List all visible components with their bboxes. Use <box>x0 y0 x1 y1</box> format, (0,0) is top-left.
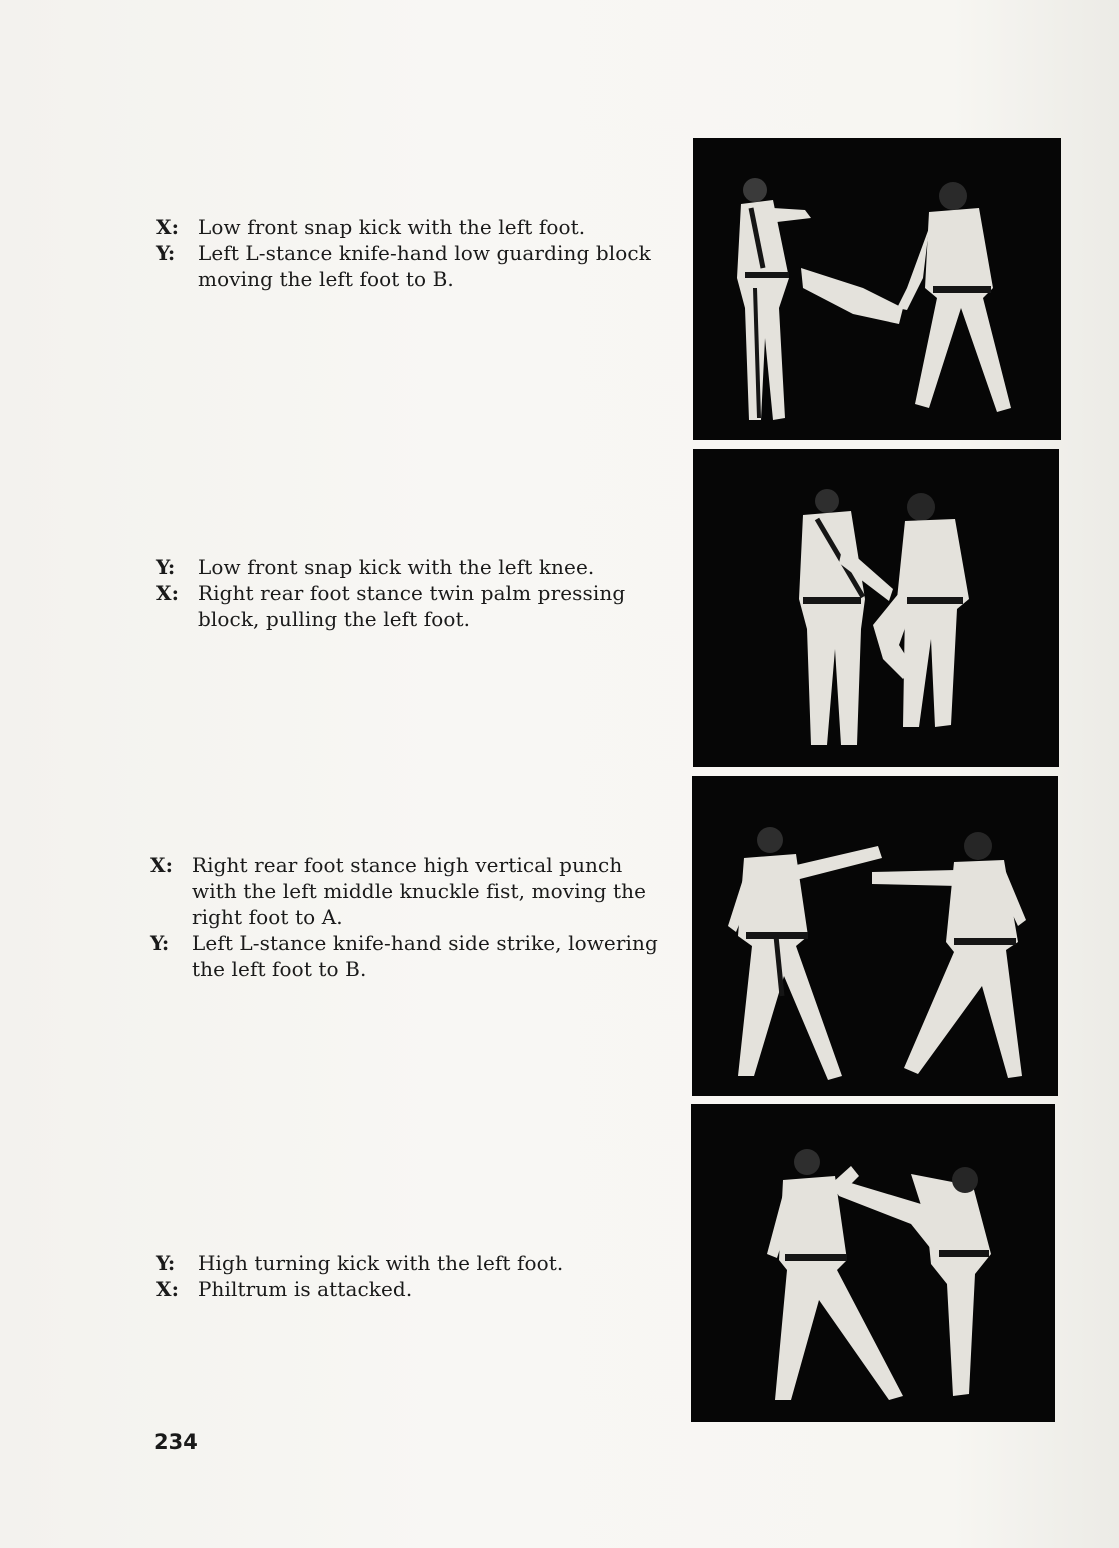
photo-4 <box>691 1104 1055 1422</box>
caption-1 <box>156 214 666 292</box>
speaker-label: X: <box>150 853 174 877</box>
caption-line <box>156 1250 666 1276</box>
speaker-label: Y: <box>156 555 176 579</box>
caption-text: Philtrum is attacked. <box>198 1277 413 1301</box>
photo-3 <box>692 776 1058 1096</box>
photo-illustration <box>692 776 1058 1096</box>
photo-illustration <box>691 1104 1055 1422</box>
speaker-label: Y: <box>150 931 170 955</box>
caption-text: Right rear foot stance twin palm pressing block, pulling the left foot. <box>198 581 626 631</box>
caption-2 <box>156 554 666 632</box>
speaker-label: X: <box>156 215 180 239</box>
caption-line <box>156 240 666 292</box>
caption-line <box>156 214 666 240</box>
photo-illustration <box>693 449 1059 767</box>
speaker-label: Y: <box>156 241 176 265</box>
photo-1 <box>693 138 1061 440</box>
caption-text: Right rear foot stance high vertical punch with the left middle knuckle fist, moving the right foot to A. <box>192 853 647 929</box>
speaker-label: X: <box>156 1277 180 1301</box>
speaker-label: X: <box>156 581 180 605</box>
caption-line <box>150 930 660 982</box>
speaker-label: Y: <box>156 1251 176 1275</box>
caption-text: Low front snap kick with the left knee. <box>198 555 595 579</box>
caption-4 <box>156 1250 666 1302</box>
caption-3 <box>150 852 660 982</box>
caption-text: Left L-stance knife-hand low guarding block moving the left foot to B. <box>198 241 651 291</box>
caption-line <box>156 1276 666 1302</box>
photo-illustration <box>693 138 1061 440</box>
caption-line <box>150 852 660 930</box>
caption-line <box>156 554 666 580</box>
caption-text: Left L-stance knife-hand side strike, lowering the left foot to B. <box>192 931 658 981</box>
photo-2 <box>693 449 1059 767</box>
caption-text: Low front snap kick with the left foot. <box>198 215 586 239</box>
caption-text: High turning kick with the left foot. <box>198 1251 564 1275</box>
page-number: 234 <box>154 1430 198 1454</box>
caption-line <box>156 580 666 632</box>
